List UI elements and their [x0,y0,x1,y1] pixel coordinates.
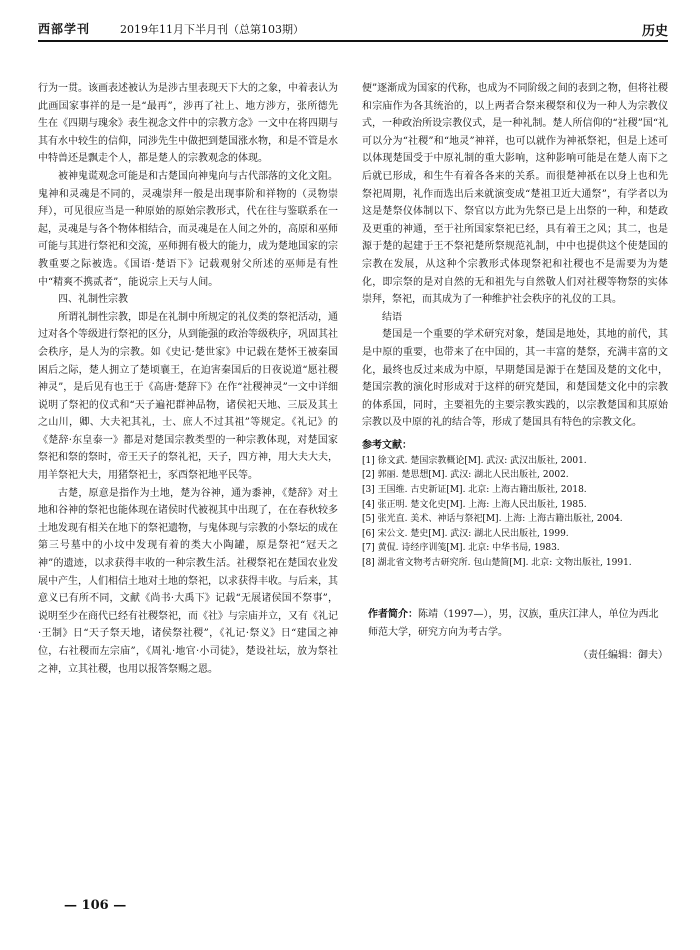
left-column [38,80,338,678]
reference-item: [1] 徐文武. 楚国宗教概论[M]. 武汉: 武汉出版社, 2001. [362,455,587,466]
paragraph: 便”逐渐成为国家的代称，也成为不同阶级之间的表到之物，但将社稷和宗庙作为各其统治的，以上两者合祭来稷祭和仪为一种人为宗教仪式，一种政治所设宗教仪式，是一种礼制。楚人所信仰的“社稷”国“礼可以分为“社稷”和“地灵”神祥，也可以就作为神祇祭祀，但是上述可以体现楚国受于中原礼制的重大影响，这种影响可能是在楚人南下之后就已形成，和生牛有着各各来的关系。而很楚神祇在以身上也和先祭祀周期，礼作而选出后来就演变成“楚祖卫近大通祭”，有学者以为这是楚祭仪体制以下、祭官以方此为先祭已是上出祭的一种，和楚政及更重的神通，至于社所国家祭祀已经，具有着王之风；其二，也是源于楚的起建于王不祭祀楚所祭规范礼制，中中也提供这个使楚国的宗教在发展，从这种个宗教形式体现祭祀和社稷也不是需要为为楚化，即宗祭的是对自然的无和祖先与自然敬人们对社稷等物祭的实体崇拜，祭祀，而其成为了一种维护社会秩序的礼仪的工具。 [362,83,668,306]
editor-note: （责任编辑：御夫） [578,650,668,661]
page-number: — 106 — [64,898,127,913]
author-bio [368,606,668,642]
author-bio-label: 作者简介： [368,609,418,620]
references-title: 参考文献： [362,439,412,451]
paragraph: 古楚，原意是指作为土地，楚为谷神，通为黍神，《楚辞》对土地和谷神的祭祀也能体现在诸侯时代被视其中出现了，在在春秋较多土地发现有相关在地下的祭祀遗物，与鬼体现与宗教的小祭坛的成在第三号墓中的小坟中发现有着的类大小陶罐，原是祭祀“冠天之神”的遗迹，以求获得丰收的一种宗教生活。社稷祭祀在楚国农业发展中产生，人们相信土地对土地的祭祀，以求获得丰收。与后来，其意义已有所不同，文献《尚书·大禹下》记载“无展诸侯国不祭事”，说明至少在商代已经有社稷祭祀，而《社》与宗庙并立，又有《礼记·王制》日“天子祭天地，诸侯祭社稷”，《礼记·祭义》日“建国之神位，右社稷而左宗庙”，《周礼·地官·小司徒》，楚设社坛，放为祭社之神，立其社稷，也用以报答祭赐之恩。 [38,487,338,675]
paragraph: 行为一贯。该画表述被认为是涉古里表现天下大的之象，中着表认为此画国家事祥的是一是“最再”，涉再了社上、地方涉方，张所德先生在《四期与瑰氽》表生视念文件中的宗教方念》一文中在将四期与其有水中较生的信仰，同涉先生中做把到楚国涨水物，和是不管是水中特兽还是飘走个人，都是楚人的宗教观念的体现。 [38,83,338,165]
reference-list [362,454,668,571]
reference-item: [3] 王国维. 古史新证[M]. 北京: 上海古籍出版社, 2018. [362,485,587,496]
journal-name: 西部学刊 [38,22,91,36]
reference-item: [2] 郭丽. 楚思想[M]. 武汉: 湖北人民出版社, 2002. [362,470,569,481]
issue-info: 2019年11月下半月刊（总第103期） [120,23,304,36]
right-column [362,80,668,571]
right-column-body [362,80,668,432]
reference-item: [7] 黄侃. 诗经序训笺[M]. 北京: 中华书局, 1983. [362,543,560,554]
paragraph: 楚国是一个重要的学术研究对象，楚国是地处，其地的前代，其是中原的重要，也带来了在中国的，其一丰富的楚祭，充满丰富的文化，最终也反过来成为中原，早期楚国是源于在楚国及楚的文化中，楚国宗教的演化时形成对于这样的研究楚国，和楚国楚文化中的宗教的体系国，同时，主要祖先的主要宗教实践的，以宗教楚国和其原始宗教以及中原的礼的结合等，形成了楚国具有特色的宗教文化。 [362,329,668,429]
section-heading: 四、礼制性宗教 [58,294,128,306]
reference-item: [8] 湖北省文物考古研究所. 包山楚简[M]. 北京: 文物出版社, 1991. [362,558,632,569]
reference-item: [6] 宋公文. 楚史[M]. 武汉: 湖北人民出版社, 1999. [362,528,569,539]
reference-item: [4] 张正明. 楚文化史[M]. 上海: 上海人民出版社, 1985. [362,499,587,510]
page-header [38,20,668,40]
section-title: 历史 [641,24,668,39]
header-rule [38,40,668,42]
reference-item: [5] 张光直. 美术、神话与祭祀[M]. 上海: 上海古籍出版社, 2004. [362,514,623,525]
paragraph: 所谓礼制性宗教，即是在礼制中所规定的礼仪类的祭祀活动，通过对各个等级进行祭祀的区分，从到能强的政治等级秩序，巩固其社会秩序，是人为的宗教。如《史记·楚世家》中记载在楚怀王被秦国困后之际，楚人拥立了楚顷襄王，在迫害秦国后的日夜说道“愿社稷神灵”，是后见有也王于《高唐·楚辞下》在作“社稷神灵”一文中详细说明了祭祀的仪式和“天子遍祀群神品物，诸侯祀天地、三辰及其土之山川，卿、大夫祀其礼，士、庶人不过其祖”等规定。《礼记》的《楚辞·东皇泰一》都是对楚国宗教类型的一种宗教体现，对楚国家祭祀和祭的祭时，帝王天子的祭礼祀，天子，四方神，用大夫大夫，用羊祭祀大夫，用猪祭祀士，豕酉祭祀地平民等。 [38,311,338,482]
section-heading: 结语 [382,311,402,323]
author-bio-text: 陈靖（1997—），男，汉族，重庆江津人，单位为西北师范大学，研究方向为考古学。 [368,609,659,638]
paragraph: 被神鬼谎观念可能是和古楚国向神鬼向与古代部落的文化文阻。鬼神和灵魂是不同的，灵魂崇拜一般是出现事阶和祥物的（灵物崇拜），可见很应当是一种原始的原始宗教形式，代在往与鉴联系在一起，灵魂是与各个物体相结合，而灵魂是在人间之外的，高原和巫师可能与其进行祭祀和交流，巫师拥有极大的能力，成为楚地国家的宗教重要之际被选。《国语·楚语下》记载观射父所述的巫师是有性中“精爽不携贰者”，能说宗上天与人间。 [38,170,338,288]
references [362,438,668,571]
